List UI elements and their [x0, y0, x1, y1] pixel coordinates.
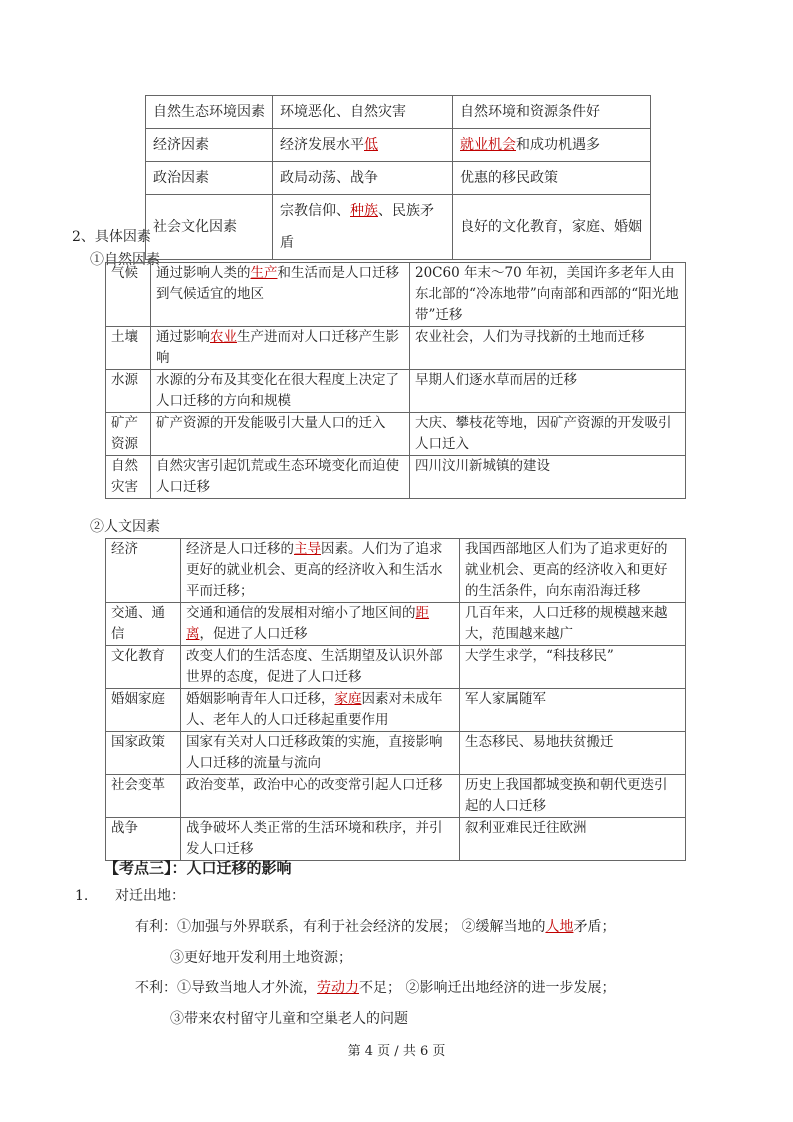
description-cell: [151, 327, 410, 370]
example-cell: [460, 818, 686, 861]
factor-cell: [146, 162, 273, 195]
text-segment: 自然灾害: [111, 458, 138, 495]
text-segment: 矿产资源的开发能吸引大量人口的迁入: [156, 415, 386, 431]
description-cell: [181, 689, 460, 732]
description-cell: [181, 775, 460, 818]
text-segment: 战争: [111, 820, 138, 836]
text-segment: 因素对未成年人、老年人的人口迁移起重要作用: [186, 691, 443, 728]
description-cell: [181, 539, 460, 603]
text-segment: 气候: [111, 265, 138, 281]
text-segment: 大庆、攀枝花等地，因矿产资源的开发吸引人口迁入: [415, 415, 672, 452]
example-cell: [410, 327, 686, 370]
text-segment: 国家有关对人口迁移政策的实施，直接影响人口迁移的流量与流向: [186, 734, 443, 771]
highlighted-keyword: 生产: [250, 265, 278, 281]
text-segment: 社会变革: [111, 777, 165, 793]
factor-cell: [106, 456, 151, 499]
text-segment: 交通、通信: [111, 605, 165, 642]
example-cell: [410, 413, 686, 456]
factor-cell: [106, 413, 151, 456]
highlighted-keyword: 人地: [545, 919, 574, 935]
highlighted-keyword: 主导: [294, 541, 321, 557]
text-segment: 、民族矛盾: [280, 203, 434, 251]
example-cell: [460, 689, 686, 732]
text-segment: 婚姻影响青年人口迁移，: [186, 691, 335, 707]
table-row: [106, 689, 686, 732]
factor-cell: [106, 263, 151, 327]
description-cell: [151, 413, 410, 456]
description-cell: [181, 818, 460, 861]
text-segment: 政治因素: [153, 170, 209, 186]
table-row: [106, 327, 686, 370]
table-row: [146, 96, 651, 129]
factor-cell: [106, 646, 181, 689]
factor-cell: [106, 732, 181, 775]
text-segment: 生产进而对人口迁移产生影响: [156, 329, 399, 366]
highlighted-keyword: 低: [364, 137, 378, 153]
table-row: [106, 732, 686, 775]
highlighted-keyword: 种族: [350, 203, 378, 219]
table-row: [106, 775, 686, 818]
migration-reasons-table: [145, 95, 651, 260]
emigration-subtitle: 1. 对迁出地：: [75, 888, 186, 904]
text-segment: 环境恶化、自然灾害: [280, 104, 406, 120]
text-segment: 土壤: [111, 329, 138, 345]
table-row: [106, 456, 686, 499]
text-segment: 不利：①导致当地人才外流，: [135, 980, 317, 996]
factor-cell: [106, 689, 181, 732]
text-segment: 改变人们的生活态度、生活期望及认识外部世界的态度，促进了人口迁移: [186, 648, 443, 685]
example-cell: [460, 732, 686, 775]
text-segment: 经济: [111, 541, 138, 557]
text-segment: 社会文化因素: [153, 219, 237, 235]
text-segment: 因素。人们为了追求更好的就业机会、更高的经济收入和生活水平而迁移；: [186, 541, 443, 599]
text-segment: 历史上我国都城变换和朝代更迭引起的人口迁移: [465, 777, 668, 814]
table-row: [106, 413, 686, 456]
text-segment: 水源: [111, 372, 138, 388]
text-segment: 自然生态环境因素: [153, 104, 265, 120]
table-row: [146, 162, 651, 195]
text-segment: 和生活而是人口迁移到气候适宜的地区: [156, 265, 399, 302]
example-cell: [410, 263, 686, 327]
text-segment: 国家政策: [111, 734, 165, 750]
table-row: [106, 539, 686, 603]
text-segment: 良好的文化教育，家庭、婚姻: [460, 219, 642, 235]
table-row: [106, 603, 686, 646]
example-cell: [460, 646, 686, 689]
text-segment: 四川汶川新城镇的建设: [415, 458, 550, 474]
highlighted-keyword: 距离: [186, 605, 429, 642]
text-segment: ，促进了人口迁移: [199, 626, 308, 642]
highlighted-keyword: 劳动力: [317, 980, 359, 996]
text-segment: 生态移民、易地扶贫搬迁: [465, 734, 614, 750]
text-segment: 政治变革，政治中心的改变常引起人口迁移: [186, 777, 443, 793]
text-segment: 自然灾害引起饥荒或生态环境变化而迫使人口迁移: [156, 458, 399, 495]
example-cell: [453, 96, 651, 129]
text-segment: ③带来农村留守儿童和空巢老人的问题: [170, 1011, 408, 1027]
text-segment: 经济是人口迁移的: [186, 541, 294, 557]
text-segment: 政局动荡、战争: [280, 170, 378, 186]
text-segment: 文化教育: [111, 648, 165, 664]
description-cell: [273, 96, 453, 129]
text-segment: 通过影响: [156, 329, 210, 345]
text-segment: 优惠的移民政策: [460, 170, 558, 186]
text-segment: 经济因素: [153, 137, 209, 153]
description-cell: [181, 603, 460, 646]
natural-factors-title: ①自然因素: [90, 252, 160, 268]
text-segment: 几百年来，人口迁移的规模越来越大，范围越来越广: [465, 605, 668, 642]
point3-heading: 【考点三】：人口迁移的影响: [104, 859, 292, 877]
text-segment: 叙利亚难民迁往欧洲: [465, 820, 587, 836]
text-segment: 矛盾；: [573, 919, 616, 935]
text-segment: 大学生求学，“科技移民”: [465, 648, 614, 664]
example-cell: [453, 129, 651, 162]
text-segment: 战争破坏人类正常的生活环境和秩序，并引发人口迁移: [186, 820, 443, 857]
section-specific-factors-title: 2、具体因素: [72, 229, 151, 245]
text-segment: 自然环境和资源条件好: [460, 104, 600, 120]
example-cell: [460, 775, 686, 818]
highlighted-keyword: 家庭: [334, 691, 362, 707]
text-segment: 我国西部地区人们为了追求更好的就业机会、更高的经济收入和更好的生活条件，向东南沿海迁移: [465, 541, 668, 599]
text-segment: 军人家属随军: [465, 691, 546, 707]
description-cell: [273, 129, 453, 162]
cons-line-1: [135, 977, 615, 997]
text-segment: 有利：①加强与外界联系，有利于社会经济的发展； ②缓解当地的: [135, 919, 546, 935]
text-segment: 矿产资源: [111, 415, 138, 452]
factor-cell: [106, 327, 151, 370]
example-cell: [410, 370, 686, 413]
description-cell: [273, 195, 453, 260]
factor-cell: [106, 370, 151, 413]
text-segment: 早期人们逐水草而居的迁移: [415, 372, 577, 388]
text-segment: 水源的分布及其变化在很大程度上决定了人口迁移的方向和规模: [156, 372, 399, 409]
human-factors-table: [105, 538, 686, 861]
factor-cell: [146, 129, 273, 162]
table-row: [106, 818, 686, 861]
text-segment: 经济发展水平: [280, 137, 364, 153]
description-cell: [181, 646, 460, 689]
text-segment: 不足； ②影响迁出地经济的进一步发展；: [359, 980, 616, 996]
description-cell: [181, 732, 460, 775]
text-segment: 农业社会，人们为寻找新的土地而迁移: [415, 329, 645, 345]
text-segment: 婚姻家庭: [111, 691, 165, 707]
highlighted-keyword: 就业机会: [460, 137, 516, 153]
factor-cell: [106, 603, 181, 646]
description-cell: [273, 162, 453, 195]
example-cell: [453, 162, 651, 195]
cons-line-2: [170, 1008, 408, 1028]
factor-cell: [106, 775, 181, 818]
factor-cell: [106, 818, 181, 861]
pros-line-1: [135, 916, 615, 936]
description-cell: [151, 456, 410, 499]
text-segment: 通过影响人类的: [156, 265, 251, 281]
text-segment: ③更好地开发利用土地资源；: [170, 950, 352, 966]
highlighted-keyword: 农业: [210, 329, 237, 345]
text-segment: 交通和通信的发展相对缩小了地区间的: [186, 605, 416, 621]
text-segment: 20C60 年末～70 年初，美国许多老年人由东北部的“冷冻地带”向南部和西部的“阳光地带”迁移: [415, 265, 679, 323]
table-row: [146, 129, 651, 162]
description-cell: [151, 370, 410, 413]
table-row: [146, 195, 651, 260]
human-factors-title: ②人文因素: [90, 519, 160, 535]
example-cell: [453, 195, 651, 260]
pros-line-2: [170, 947, 352, 967]
table-row: [106, 370, 686, 413]
factor-cell: [146, 96, 273, 129]
example-cell: [460, 603, 686, 646]
description-cell: [151, 263, 410, 327]
page-footer: 第 4 页 / 共 6 页: [347, 1044, 446, 1059]
factor-cell: [106, 539, 181, 603]
text-segment: 和成功机遇多: [516, 137, 600, 153]
factor-cell: [146, 195, 273, 260]
text-segment: 宗教信仰、: [280, 203, 350, 219]
example-cell: [410, 456, 686, 499]
natural-factors-table: [105, 262, 686, 499]
table-row: [106, 263, 686, 327]
example-cell: [460, 539, 686, 603]
table-row: [106, 646, 686, 689]
